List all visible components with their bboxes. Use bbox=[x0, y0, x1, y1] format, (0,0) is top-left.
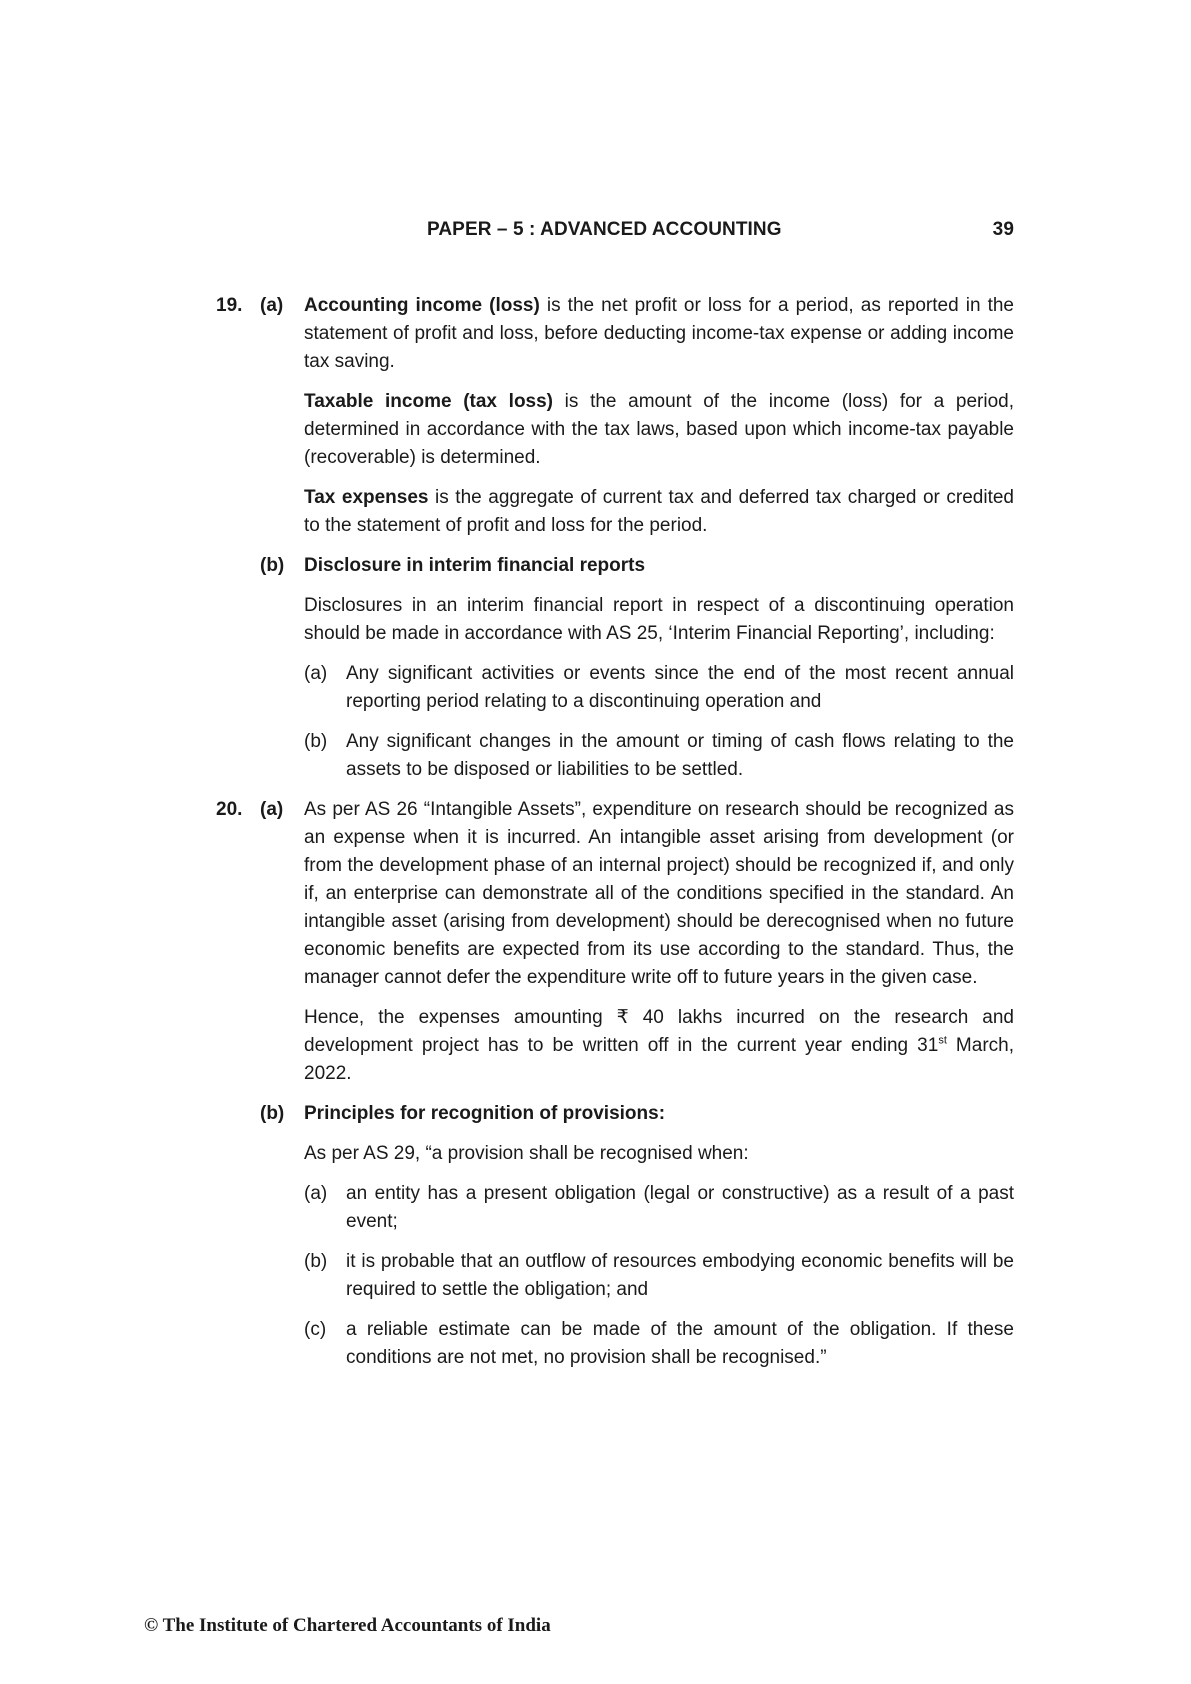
list-label: (a) bbox=[304, 1183, 328, 1204]
definition: is the amount of the income (loss) for a period, determined in accordance with the tax laws, based upon which income-tax payable (recoverable) is determined. bbox=[304, 391, 1014, 468]
question-20-part-b bbox=[216, 1100, 1014, 1372]
part-label: (a) bbox=[260, 295, 284, 316]
section-heading: Disclosure in interim financial reports bbox=[304, 555, 646, 576]
definition: is the aggregate of current tax and deferred tax charged or credited to the statement of profit and loss for the period. bbox=[304, 487, 1015, 536]
list-label: (c) bbox=[304, 1319, 327, 1340]
list-text: a reliable estimate can be made of the amount of the obligation. If these conditions are not met, no provision shall be recognised.” bbox=[346, 1319, 1014, 1368]
question-20-part-a bbox=[216, 796, 1014, 1088]
paragraph: Disclosures in an interim financial report in respect of a discontinuing operation should be made in accordance with AS 25, ‘Interim Financial Reporting’, including: bbox=[304, 595, 1014, 644]
list-text: it is probable that an outflow of resources embodying economic benefits will be required to settle the obligation; and bbox=[346, 1251, 1014, 1300]
section-heading: Principles for recognition of provisions: bbox=[304, 1103, 666, 1124]
list-item bbox=[304, 1180, 1014, 1236]
paragraph bbox=[304, 1004, 1014, 1088]
paragraph: As per AS 26 “Intangible Assets”, expenditure on research should be recognized as an expense when it is incurred. An intangible asset arising from development (or from the development phase of an internal project) should be recognized if, and only if, an enterprise can demonstrate all of the conditions specified in the standard. An intangible asset (arising from development) should be derecognised when no future economic benefits are expected from its use according to the standard. Thus, the manager cannot defer the expenditure write off to future years in the given case. bbox=[304, 799, 1014, 988]
term: Taxable income (tax loss) bbox=[304, 391, 554, 412]
list-item bbox=[304, 660, 1014, 716]
part-label: (a) bbox=[260, 799, 284, 820]
term: Tax expenses bbox=[304, 487, 429, 508]
list-item bbox=[304, 1248, 1014, 1304]
paper-title: PAPER – 5 : ADVANCED ACCOUNTING bbox=[427, 219, 782, 240]
text: March, 2022. bbox=[304, 1035, 1014, 1084]
list-label: (a) bbox=[304, 663, 328, 684]
question-19-part-a bbox=[216, 292, 1014, 540]
paragraph: As per AS 29, “a provision shall be recognised when: bbox=[304, 1143, 749, 1164]
list-label: (b) bbox=[304, 731, 328, 752]
part-label: (b) bbox=[260, 555, 285, 576]
question-19 bbox=[216, 292, 1014, 784]
list-label: (b) bbox=[304, 1251, 328, 1272]
paragraph bbox=[304, 484, 1014, 540]
question-number: 19. bbox=[216, 295, 243, 316]
page-number: 39 bbox=[992, 219, 1014, 240]
list-text: an entity has a present obligation (legal or constructive) as a result of a past event; bbox=[346, 1183, 1014, 1232]
part-label: (b) bbox=[260, 1103, 285, 1124]
text: Hence, the expenses amounting ₹ 40 lakhs incurred on the research and development project has to be written off in the current year ending 31 bbox=[304, 1007, 1014, 1056]
list-item bbox=[304, 1316, 1014, 1372]
question-number: 20. bbox=[216, 799, 243, 820]
copyright-footer: © The Institute of Chartered Accountants of India bbox=[144, 1615, 551, 1636]
question-20 bbox=[216, 796, 1014, 1372]
list-text: Any significant activities or events since the end of the most recent annual reporting period relating to a discontinuing operation and bbox=[346, 663, 1014, 712]
term: Accounting income (loss) bbox=[304, 295, 540, 316]
list-item bbox=[304, 728, 1014, 784]
question-19-part-b bbox=[216, 552, 1014, 784]
superscript: st bbox=[938, 1034, 947, 1047]
document-body bbox=[216, 292, 1014, 1384]
definition: is the net profit or loss for a period, as reported in the statement of profit and loss, before deducting income-tax expense or adding income tax saving. bbox=[304, 295, 1014, 372]
paragraph bbox=[304, 388, 1014, 472]
paragraph bbox=[304, 292, 1014, 376]
list-text: Any significant changes in the amount or timing of cash flows relating to the assets to be disposed or liabilities to be settled. bbox=[346, 731, 1014, 780]
